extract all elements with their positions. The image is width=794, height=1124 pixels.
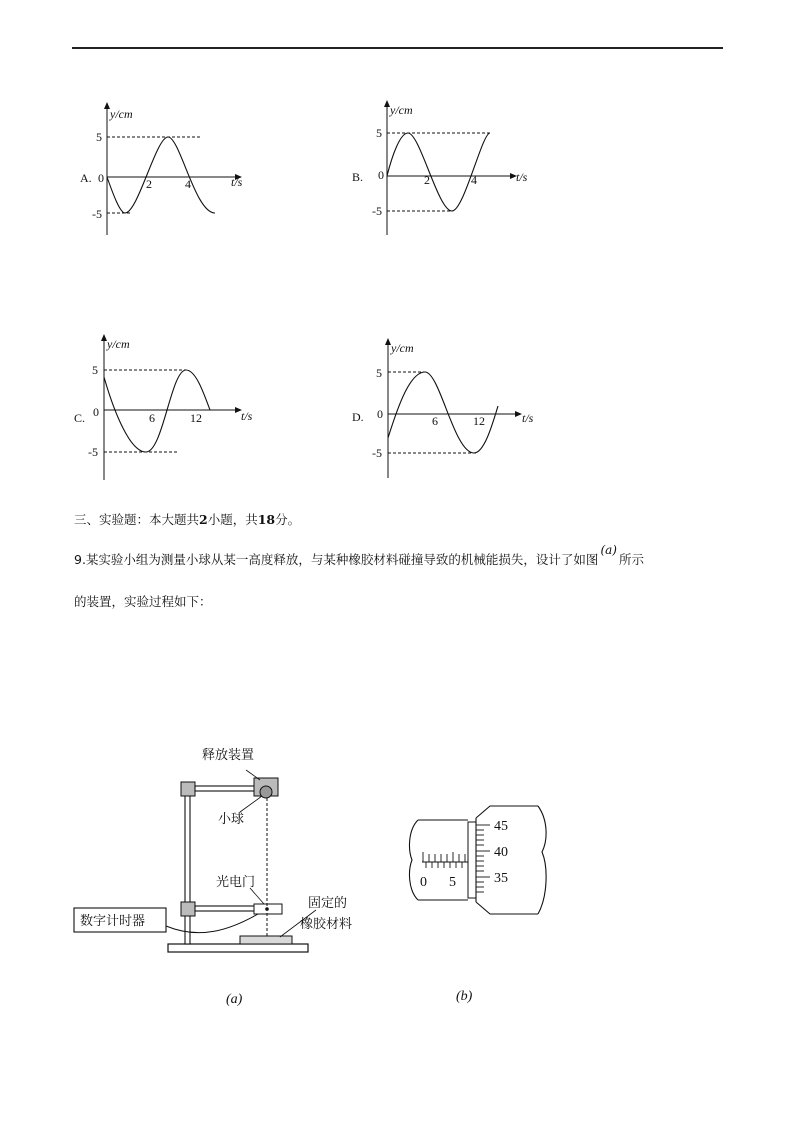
section-score: 18 [257,512,276,527]
graph-c-yneg: -5 [88,445,98,459]
header-rule [72,47,723,49]
section-middle: 小题，共 [207,512,258,527]
graph-c-origin: 0 [93,405,99,419]
graph-c-svg [68,332,268,482]
graph-c-xtick1: 6 [149,411,155,425]
graph-c-option: C. [74,411,86,425]
graph-d-yneg: -5 [372,446,382,460]
question-text-1: 9.某实验小组为测量小球从某一高度释放，与某种橡胶材料碰撞导致的机械能损失，设计了如图 [74,552,599,567]
graph-d-xlabel: t/s [522,411,534,425]
graph-c-ylabel: y/cm [107,337,130,351]
graph-b-ylabel: y/cm [390,103,413,117]
graph-a-ylabel: y/cm [110,107,133,121]
question-fig-ref: (a) [600,543,617,557]
graph-c-xlabel: t/s [241,409,253,423]
graph-a-xlabel: t/s [231,175,243,189]
graph-d-ypos: 5 [376,366,382,380]
question-text-1-end: 所示 [618,552,644,567]
label-release-device: 释放装置 [202,748,255,763]
question-text-2: 的装置，实验过程如下： [74,594,212,609]
thimble-label-45: 45 [494,819,508,834]
main-scale-label-0: 0 [420,875,427,890]
graph-a-xtick1: 2 [146,177,152,191]
graph-d-option: D. [352,410,364,424]
graph-b-svg [350,98,540,238]
graph-b-option: B. [352,170,364,184]
label-rubber-line2: 橡胶材料 [300,917,353,932]
graph-a-origin: 0 [98,171,104,185]
graph-a-svg [70,100,250,240]
label-ball: 小球 [218,812,245,827]
graph-option-d [350,336,550,481]
graph-d-ylabel: y/cm [391,341,414,355]
label-digital-timer: 数字计时器 [80,914,146,929]
graph-option-c [68,332,268,482]
graph-a-yneg: -5 [92,207,102,221]
question-line-1 [74,543,644,568]
graph-a-option: A. [80,171,92,185]
graph-b-xtick2: 4 [471,173,477,187]
figure-a-svg [70,740,390,1010]
section-heading [74,510,300,528]
thimble-label-40: 40 [494,845,508,860]
graph-b-yneg: -5 [372,204,382,218]
section-suffix: 分。 [275,512,301,527]
thimble-label-35: 35 [494,871,508,886]
graph-c-xtick2: 12 [190,411,202,425]
graph-a-xtick2: 4 [185,177,191,191]
section-prefix: 三、实验题：本大题共 [74,512,200,527]
graph-b-ypos: 5 [376,126,382,140]
graph-a-ypos: 5 [96,130,102,144]
graph-b-origin: 0 [378,168,384,182]
figure-b [398,800,558,1010]
graph-option-b [350,98,540,238]
caption-a: (a) [226,992,243,1007]
graph-d-xtick2: 12 [473,414,485,428]
graph-d-xtick1: 6 [432,414,438,428]
graph-d-origin: 0 [377,407,383,421]
label-rubber-line1: 固定的 [308,896,348,911]
label-photogate: 光电门 [216,875,256,890]
section-count: 2 [199,512,208,527]
graph-c-ypos: 5 [92,363,98,377]
graph-option-a [70,100,250,240]
graph-d-svg [350,336,550,481]
graph-b-xlabel: t/s [516,170,528,184]
question-line-2 [74,592,212,610]
caption-b: (b) [456,989,473,1004]
graph-b-xtick1: 2 [424,173,430,187]
figure-a [70,740,390,1010]
figure-b-svg [398,800,558,1010]
main-scale-label-5: 5 [449,875,456,890]
